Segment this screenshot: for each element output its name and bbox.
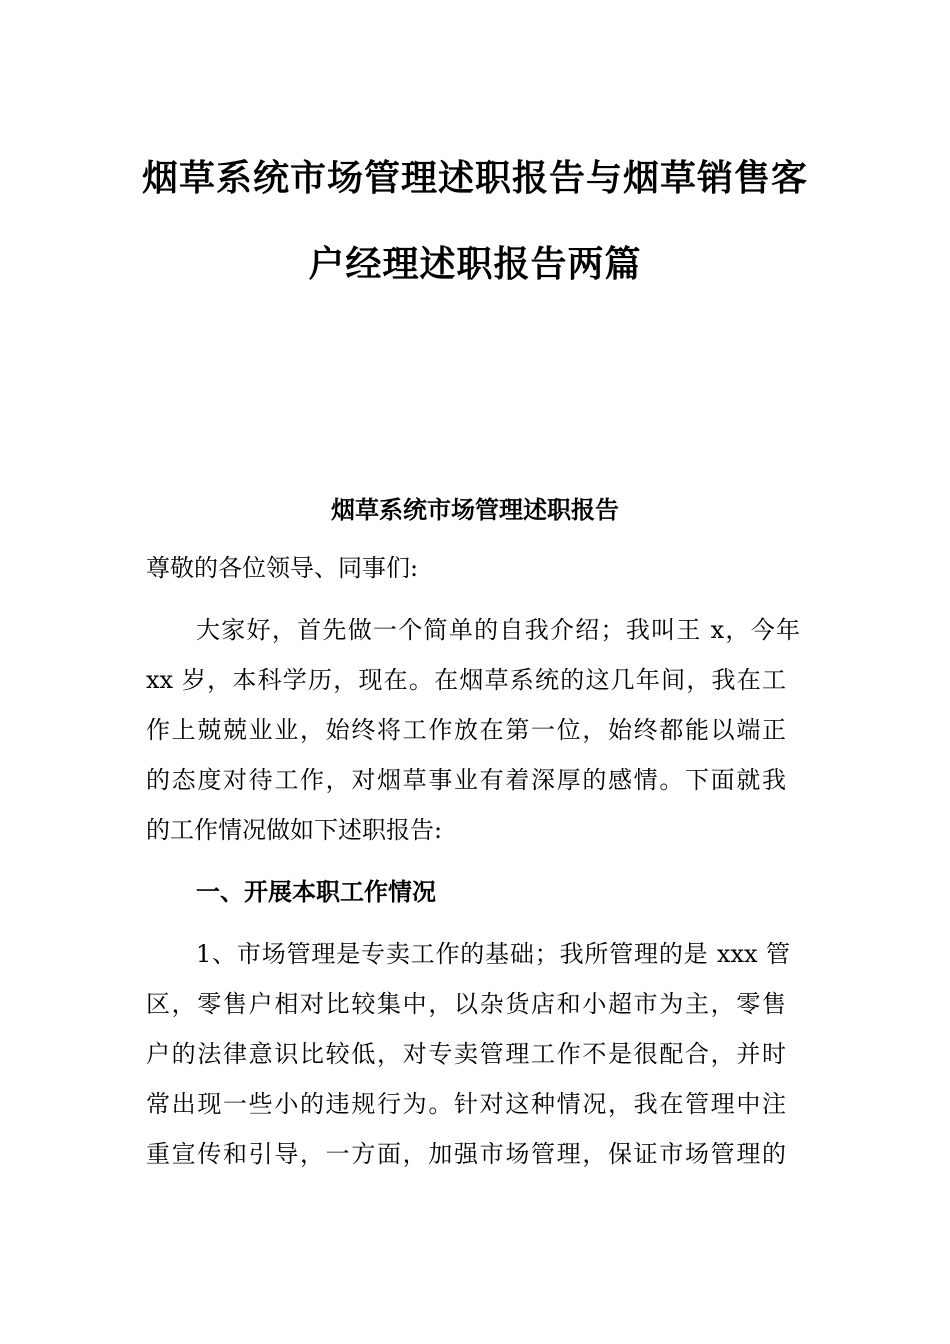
document-title-line-1: 烟草系统市场管理述职报告与烟草销售客 bbox=[141, 158, 808, 199]
paragraph-2-line-1: 1、市场管理是专卖工作的基础；我所管理的是 xxx 管 bbox=[196, 940, 790, 968]
paragraph-1-line-2: xx 岁，本科学历，现在。在烟草系统的这几年间，我在工 bbox=[146, 666, 786, 694]
section-heading-1: 一、开展本职工作情况 bbox=[196, 877, 436, 906]
paragraph-2-line-2: 区，零售户相对比较集中，以杂货店和小超市为主，零售 bbox=[146, 990, 786, 1018]
paragraph-1-line-5: 的工作情况做如下述职报告: bbox=[146, 816, 443, 844]
paragraph-2-line-3: 户的法律意识比较低，对专卖管理工作不是很配合，并时 bbox=[146, 1040, 786, 1068]
salutation: 尊敬的各位领导、同事们: bbox=[146, 554, 419, 582]
section-title: 烟草系统市场管理述职报告 bbox=[331, 495, 619, 524]
paragraph-1-line-1: 大家好，首先做一个简单的自我介绍；我叫王 x，今年 bbox=[196, 616, 800, 644]
paragraph-1-line-4: 的态度对待工作，对烟草事业有着深厚的感情。下面就我 bbox=[146, 766, 786, 794]
document-title-line-2: 户经理述职报告两篇 bbox=[308, 244, 642, 285]
paragraph-2-line-5: 重宣传和引导，一方面，加强市场管理，保证市场管理的 bbox=[146, 1140, 786, 1168]
paragraph-1-line-3: 作上兢兢业业，始终将工作放在第一位，始终都能以端正 bbox=[146, 716, 786, 744]
paragraph-2-line-4: 常出现一些小的违规行为。针对这种情况，我在管理中注 bbox=[146, 1090, 786, 1118]
